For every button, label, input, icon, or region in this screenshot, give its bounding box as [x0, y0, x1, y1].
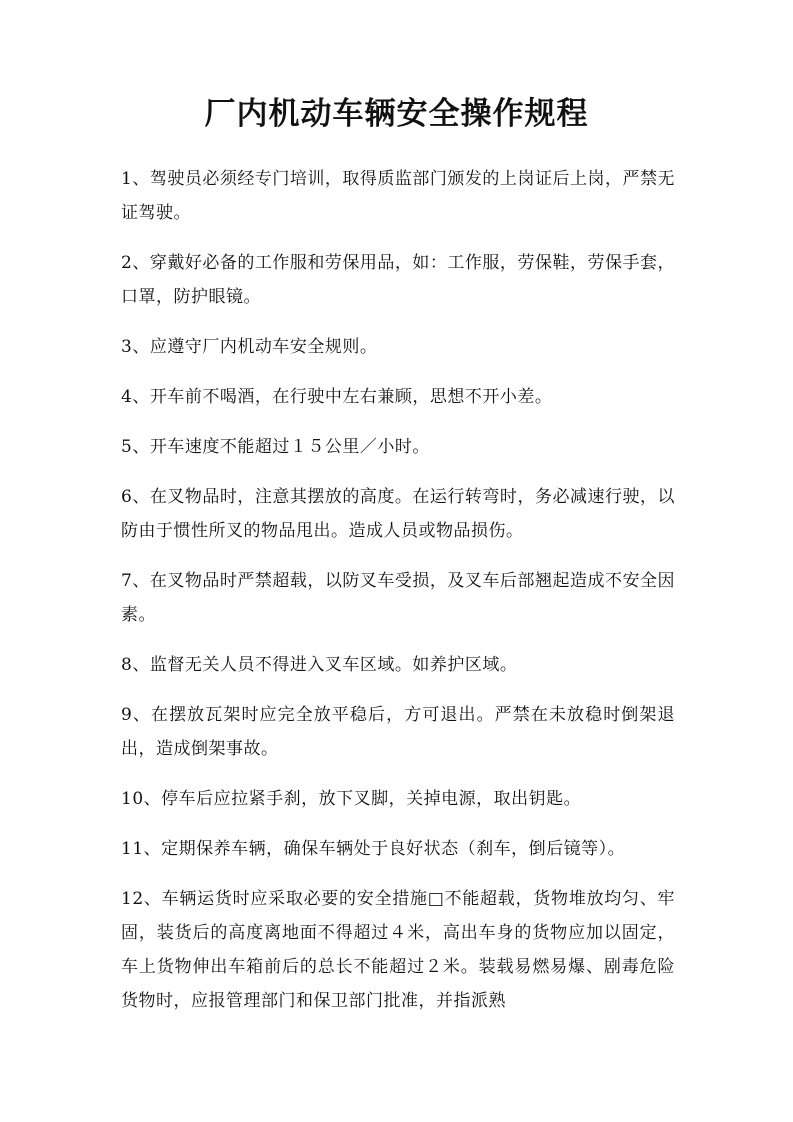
- rule-item-5: 5、开车速度不能超过１５公里／小时。: [121, 437, 430, 457]
- rule-item-7: 7、在叉物品时严禁超载，以防叉车受损，及叉车后部翘起造成不安全因素。: [121, 571, 675, 625]
- rule-item-10: 10、停车后应拉紧手刹，放下叉脚，关掉电源，取出钥匙。: [121, 789, 582, 809]
- rule-item-9: 9、在摆放瓦架时应完全放平稳后，方可退出。严禁在未放稳时倒架退出，造成倒架事故。: [121, 705, 675, 759]
- rule-item-1: 1、驾驶员必须经专门培训，取得质监部门颁发的上岗证后上岗，严禁无证驾驶。: [121, 169, 675, 223]
- rule-item-8: 8、监督无关人员不得进入叉车区域。如养护区域。: [121, 655, 518, 675]
- document-title: 厂内机动车辆安全操作规程: [204, 96, 589, 132]
- rule-item-12: 12、车辆运货时应采取必要的安全措施□不能超载，货物堆放均匀、牢固，装货后的高度离地面不得超过４米，高出车身的货物应加以固定，车上货物伸出车箱前后的总长不能超过２米。装载易燃易爆、剧毒危险货物时，应报管理部门和保卫部门批准，并指派熟: [121, 889, 675, 1011]
- rule-item-4: 4、开车前不喝酒，在行驶中左右兼顾，思想不开小差。: [121, 387, 553, 407]
- rule-item-2: 2、穿戴好必备的工作服和劳保用品，如：工作服，劳保鞋，劳保手套，口罩，防护眼镜。: [121, 253, 675, 307]
- rule-item-11: 11、定期保养车辆，确保车辆处于良好状态（刹车，倒后镜等）。: [121, 839, 626, 859]
- rule-item-6: 6、在叉物品时，注意其摆放的高度。在运行转弯时，务必减速行驶，以防由于惯性所叉的物品甩出。造成人员或物品损伤。: [121, 487, 675, 541]
- rule-item-3: 3、应遵守厂内机动车安全规则。: [121, 337, 378, 357]
- rules-list: [121, 162, 675, 1034]
